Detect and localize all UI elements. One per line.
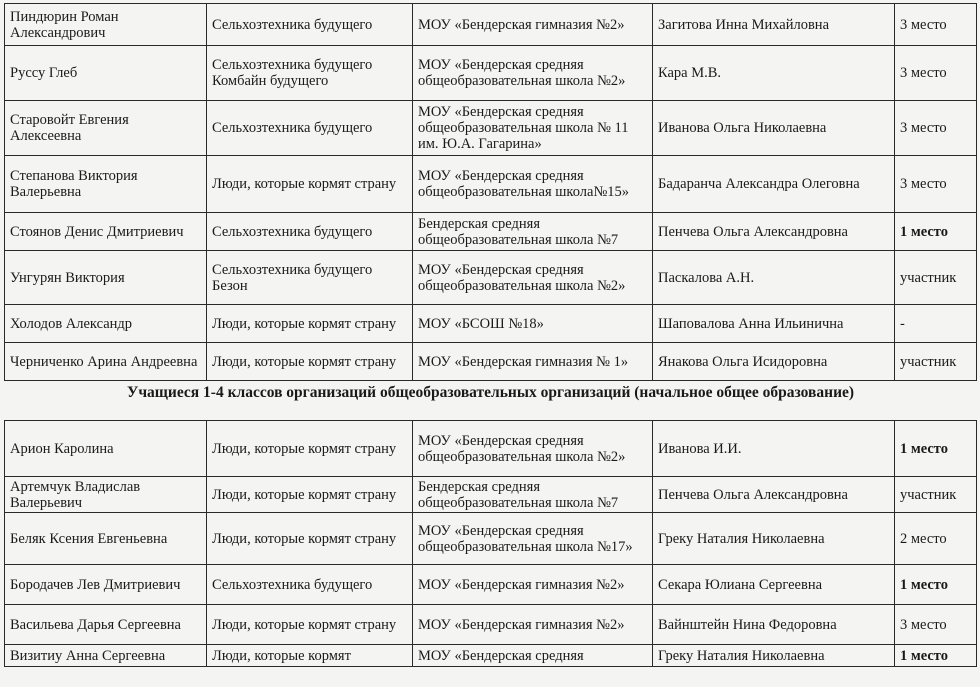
teacher: Иванова Ольга Николаевна [653,101,895,156]
nomination: Люди, которые кормят страну [207,513,413,565]
school: МОУ «Бендерская средняя общеобразовательная школа№15» [413,156,653,213]
table-row [5,513,977,565]
table-row [5,101,977,156]
teacher: Секара Юлиана Сергеевна [653,565,895,605]
table-row [5,343,977,381]
table-row [5,213,977,251]
table-row [5,156,977,213]
place: участник [895,477,977,513]
place: 3 место [895,605,977,645]
place: участник [895,251,977,305]
teacher: Янакова Ольга Исидоровна [653,343,895,381]
school: МОУ «Бендерская гимназия №2» [413,565,653,605]
participant-name: Бородачев Лев Дмитриевич [5,565,207,605]
teacher: Бадаранча Александра Олеговна [653,156,895,213]
place: участник [895,343,977,381]
table-row [5,605,977,645]
teacher: Греку Наталия Николаевна [653,645,895,667]
school: МОУ «Бендерская средняя общеобразовательная школа №17» [413,513,653,565]
nomination: Сельхозтехника будущего [207,4,413,46]
nomination: Сельхозтехника будущего Комбайн будущего [207,46,413,101]
table-row [5,251,977,305]
nomination: Люди, которые кормят страну [207,605,413,645]
participant-name: Беляк Ксения Евгеньевна [5,513,207,565]
place: 1 место [895,421,977,477]
participant-name: Руссу Глеб [5,46,207,101]
teacher: Шаповалова Анна Ильинична [653,305,895,343]
school: МОУ «Бендерская средняя общеобразовательная школа №2» [413,46,653,101]
school: МОУ «Бендерская гимназия №2» [413,605,653,645]
participant-name: Васильева Дарья Сергеевна [5,605,207,645]
teacher: Пенчева Ольга Александровна [653,213,895,251]
nomination: Люди, которые кормят страну [207,305,413,343]
teacher: Кара М.В. [653,46,895,101]
place: 2 место [895,513,977,565]
table-row [5,565,977,605]
table-row [5,421,977,477]
place: 3 место [895,156,977,213]
participant-name: Черниченко Арина Андреевна [5,343,207,381]
participant-name: Стоянов Денис Дмитриевич [5,213,207,251]
table-row [5,645,977,667]
participant-name: Холодов Александр [5,305,207,343]
school: МОУ «Бендерская средняя [413,645,653,667]
school: МОУ «БСОШ №18» [413,305,653,343]
teacher: Вайнштейн Нина Федоровна [653,605,895,645]
teacher: Иванова И.И. [653,421,895,477]
school: МОУ «Бендерская средняя общеобразовательная школа №2» [413,421,653,477]
participant-name: Унгурян Виктория [5,251,207,305]
participant-name: Старовойт Евгения Алексеевна [5,101,207,156]
participant-name: Артемчук Владислав Валерьевич [5,477,207,513]
place: 1 место [895,213,977,251]
nomination: Люди, которые кормят страну [207,477,413,513]
nomination: Сельхозтехника будущего [207,565,413,605]
section-heading: Учащиеся 1-4 классов организаций общеобразовательных организаций (начальное общее образование) [5,381,977,421]
results-table [4,3,977,667]
nomination: Люди, которые кормят страну [207,156,413,213]
place: - [895,305,977,343]
place: 3 место [895,46,977,101]
section-heading-row [5,381,977,421]
teacher: Загитова Инна Михайловна [653,4,895,46]
place: 3 место [895,4,977,46]
participant-name: Степанова Виктория Валерьевна [5,156,207,213]
participant-name: Визитиу Анна Сергеевна [5,645,207,667]
table-row [5,4,977,46]
nomination: Люди, которые кормят страну [207,343,413,381]
school: МОУ «Бендерская гимназия № 1» [413,343,653,381]
school: Бендерская средняя общеобразовательная школа №7 [413,477,653,513]
school: МОУ «Бендерская средняя общеобразовательная школа № 11 им. Ю.А. Гагарина» [413,101,653,156]
participant-name: Пиндюрин Роман Александрович [5,4,207,46]
nomination: Люди, которые кормят [207,645,413,667]
table-row [5,46,977,101]
place: 1 место [895,565,977,605]
participant-name: Арион Каролина [5,421,207,477]
school: МОУ «Бендерская гимназия №2» [413,4,653,46]
place: 1 место [895,645,977,667]
table-row [5,477,977,513]
table-row [5,305,977,343]
place: 3 место [895,101,977,156]
nomination: Сельхозтехника будущего Безон [207,251,413,305]
nomination: Сельхозтехника будущего [207,101,413,156]
school: Бендерская средняя общеобразовательная школа №7 [413,213,653,251]
nomination: Сельхозтехника будущего [207,213,413,251]
teacher: Греку Наталия Николаевна [653,513,895,565]
teacher: Паскалова А.Н. [653,251,895,305]
teacher: Пенчева Ольга Александровна [653,477,895,513]
school: МОУ «Бендерская средняя общеобразовательная школа №2» [413,251,653,305]
nomination: Люди, которые кормят страну [207,421,413,477]
